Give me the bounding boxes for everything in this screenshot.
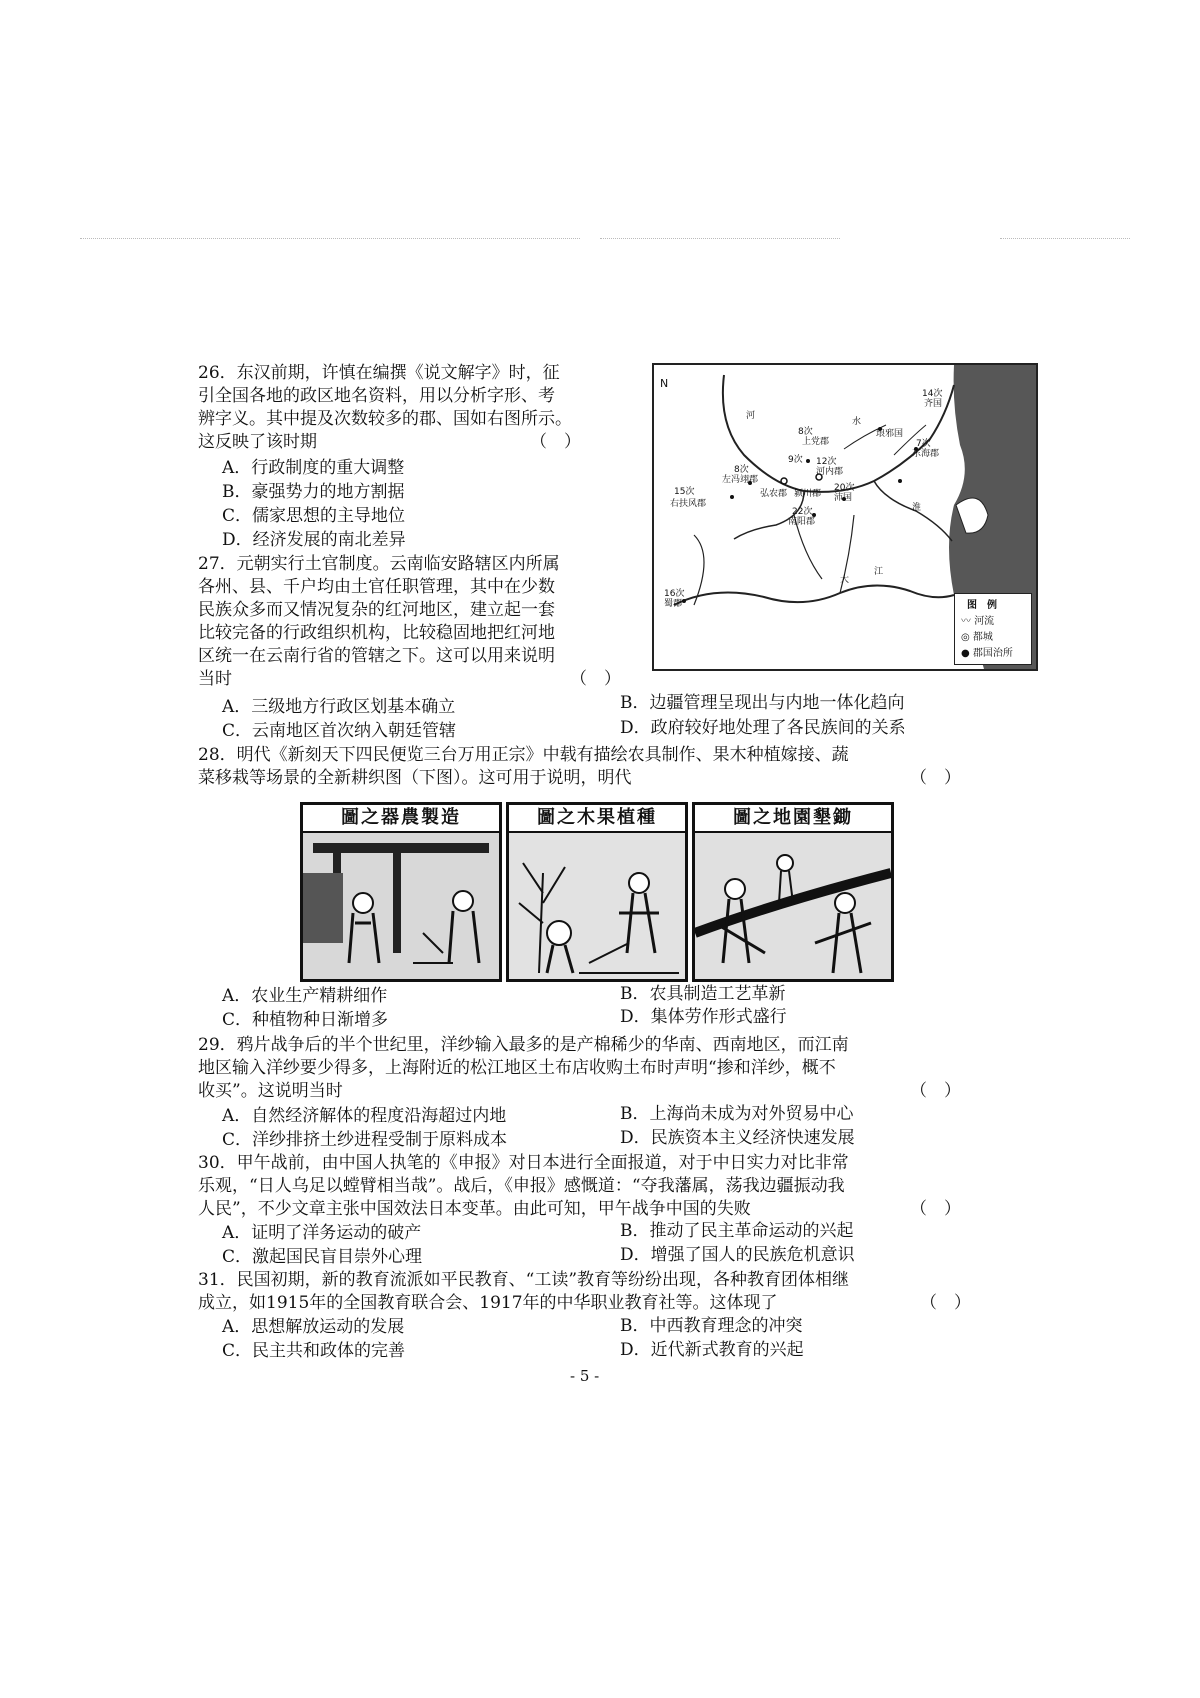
option-a[interactable]: A．证明了洋务运动的破产 <box>222 1223 422 1243</box>
map-label: 8次 <box>734 465 749 475</box>
question-line: 当时 <box>198 669 232 689</box>
option-a[interactable]: A．行政制度的重大调整 <box>222 458 405 478</box>
woodcut-fruit-planting-illustration <box>509 833 685 979</box>
map-label: 20次 <box>834 483 855 493</box>
map-label: 江 <box>874 567 884 577</box>
option-b[interactable]: B．上海尚未成为对外贸易中心 <box>620 1104 854 1124</box>
option-a[interactable]: A．自然经济解体的程度沿海超过内地 <box>222 1106 507 1126</box>
map-label: 14次 <box>922 389 943 399</box>
option-a[interactable]: A．农业生产精耕细作 <box>222 986 388 1006</box>
woodcut-fruit-planting <box>506 802 688 982</box>
option-d[interactable]: D．近代新式教育的兴起 <box>620 1340 804 1360</box>
seat-icon: ● <box>961 648 970 659</box>
map-label: 22次 <box>792 507 813 517</box>
question-line: 区统一在云南行省的管辖之下。这可以用来说明 <box>198 646 555 666</box>
map-label: 7次 <box>916 439 931 449</box>
legend-capital-label: 都城 <box>972 632 993 643</box>
question-line: 31．民国初期，新的教育流派如平民教育、“工读”教育等纷纷出现，各种教育团体相继 <box>198 1270 850 1290</box>
scan-artifact-line <box>1000 238 1130 239</box>
woodcut-garden-hoeing <box>692 802 894 982</box>
option-a[interactable]: A．三级地方行政区划基本确立 <box>222 697 456 717</box>
map-label: 15次 <box>674 487 695 497</box>
map-label: 弘农郡 <box>760 489 788 499</box>
question-line: 比较完备的行政组织机构，比较稳固地把红河地 <box>198 623 555 643</box>
map-label: 琅邪国 <box>876 429 904 439</box>
map-label: 8次 <box>798 427 813 437</box>
page-number: - 5 - <box>570 1367 600 1385</box>
woodcut-title: 圖之地園墾鋤 <box>695 805 891 833</box>
map-label: 南阳郡 <box>788 517 816 527</box>
question-line: 28．明代《新刻天下四民便览三台万用正宗》中载有描绘农具制作、果木种植嫁接、蔬 <box>198 745 849 765</box>
option-d[interactable]: D．政府较好地处理了各民族间的关系 <box>620 718 906 738</box>
option-d[interactable]: D．集体劳作形式盛行 <box>620 1007 787 1027</box>
option-c[interactable]: C．民主共和政体的完善 <box>222 1341 406 1361</box>
option-c[interactable]: C．云南地区首次纳入朝廷管辖 <box>222 721 457 741</box>
question-line: 30．甲午战前，由中国人执笔的《申报》对日本进行全面报道，对于中日实力对比非常 <box>198 1153 849 1173</box>
question-line: 菜移栽等场景的全新耕织图（下图）。这可用于说明，明代 <box>198 768 632 788</box>
answer-bracket[interactable]: （ ） <box>910 1199 961 1219</box>
option-d[interactable]: D．民族资本主义经济快速发展 <box>620 1128 855 1148</box>
option-d[interactable]: D．增强了国人的民族危机意识 <box>620 1245 855 1265</box>
question-line: 27．元朝实行土官制度。云南临安路辖区内所属 <box>198 554 560 574</box>
capital-icon: ◎ <box>961 632 970 643</box>
question-line: 地区输入洋纱要少得多，上海附近的松江地区土布店收购土布时声明“掺和洋纱，概不 <box>198 1058 836 1078</box>
question-line: 人民”，不少文章主张中国效法日本变革。由此可知，甲午战争中国的失败 <box>198 1199 751 1219</box>
woodcut-tool-making-illustration <box>303 833 499 979</box>
map-legend <box>954 593 1032 665</box>
map-label: 12次 <box>816 457 837 467</box>
option-c[interactable]: C．洋纱排挤土纱进程受制于原料成本 <box>222 1130 508 1150</box>
map-label: 大 <box>840 575 850 585</box>
question-line: 乐观，“日人乌足以螳臂相当哉”。战后，《申报》感慨道：“夺我藩属，荡我边疆振动我 <box>198 1176 845 1196</box>
map-label: 左冯翊郡 <box>722 475 759 485</box>
question-line: 引全国各地的政区地名资料，用以分析字形、考 <box>198 386 555 406</box>
scan-artifact-line <box>600 238 840 239</box>
legend-title: 图 例 <box>967 600 997 611</box>
map-label: 颍川郡 <box>794 489 822 499</box>
answer-bracket[interactable]: （ ） <box>920 1293 971 1313</box>
legend-seat-label: 郡国治所 <box>972 648 1013 659</box>
map-label: 沛国 <box>834 493 853 503</box>
option-b[interactable]: B．推动了民主革命运动的兴起 <box>620 1221 854 1241</box>
option-c[interactable]: C．激起国民盲目崇外心理 <box>222 1247 423 1267</box>
han-commandery-map <box>652 363 1038 671</box>
option-a[interactable]: A．思想解放运动的发展 <box>222 1317 405 1337</box>
option-c[interactable]: C．儒家思想的主导地位 <box>222 506 406 526</box>
legend-seat <box>961 644 1013 659</box>
map-label: 河内郡 <box>816 467 844 477</box>
option-c[interactable]: C．种植物种日渐增多 <box>222 1010 389 1030</box>
map-label: 16次 <box>664 589 685 599</box>
map-label: 水 <box>852 417 862 427</box>
question-line: 民族众多而又情况复杂的红河地区，建立起一套 <box>198 600 555 620</box>
woodcut-garden-hoeing-illustration <box>695 833 891 979</box>
map-label: 东海郡 <box>912 449 940 459</box>
north-arrow-icon: N <box>660 377 669 390</box>
question-line: 26．东汉前期，许慎在编撰《说文解字》时，征 <box>198 363 560 383</box>
answer-bracket[interactable]: （ ） <box>910 1081 961 1101</box>
question-line: 29．鸦片战争后的半个世纪里，洋纱输入最多的是产棉稀少的华南、西南地区，而江南 <box>198 1035 849 1055</box>
answer-bracket[interactable]: （ ） <box>530 432 581 452</box>
question-line: 收买”。这说明当时 <box>198 1081 343 1101</box>
map-label: 齐国 <box>924 399 943 409</box>
option-b[interactable]: B．农具制造工艺革新 <box>620 984 786 1004</box>
legend-river <box>961 612 994 627</box>
woodcut-images <box>300 802 890 978</box>
answer-bracket[interactable]: （ ） <box>910 768 961 788</box>
question-line: 各州、县、千户均由土官任职管理，其中在少数 <box>198 577 555 597</box>
river-icon: 〰 <box>961 616 971 627</box>
map-label: 河 <box>746 411 756 421</box>
scan-artifact-line <box>80 238 580 239</box>
map-label: 上党郡 <box>802 437 830 447</box>
woodcut-title: 圖之器農製造 <box>303 805 499 833</box>
map-label: 右扶风郡 <box>670 499 707 509</box>
option-d[interactable]: D．经济发展的南北差异 <box>222 530 406 550</box>
question-line: 辨字义。其中提及次数较多的郡、国如右图所示。 <box>198 409 572 429</box>
woodcut-tool-making <box>300 802 502 982</box>
option-b[interactable]: B．豪强势力的地方割据 <box>222 482 405 502</box>
option-b[interactable]: B．边疆管理呈现出与内地一体化趋向 <box>620 693 905 713</box>
answer-bracket[interactable]: （ ） <box>570 669 621 689</box>
question-line: 成立，如1915年的全国教育联合会、1917年的中华职业教育社等。这体现了 <box>198 1293 778 1313</box>
map-label: 蜀郡 <box>664 599 683 609</box>
option-b[interactable]: B．中西教育理念的冲突 <box>620 1316 803 1336</box>
map-label: 9次 <box>788 455 803 465</box>
woodcut-title: 圖之木果植種 <box>509 805 685 833</box>
question-line: 这反映了该时期 <box>198 432 317 452</box>
map-label: 淮 <box>912 503 922 513</box>
legend-river-label: 河流 <box>974 616 995 627</box>
legend-capital <box>961 628 993 643</box>
